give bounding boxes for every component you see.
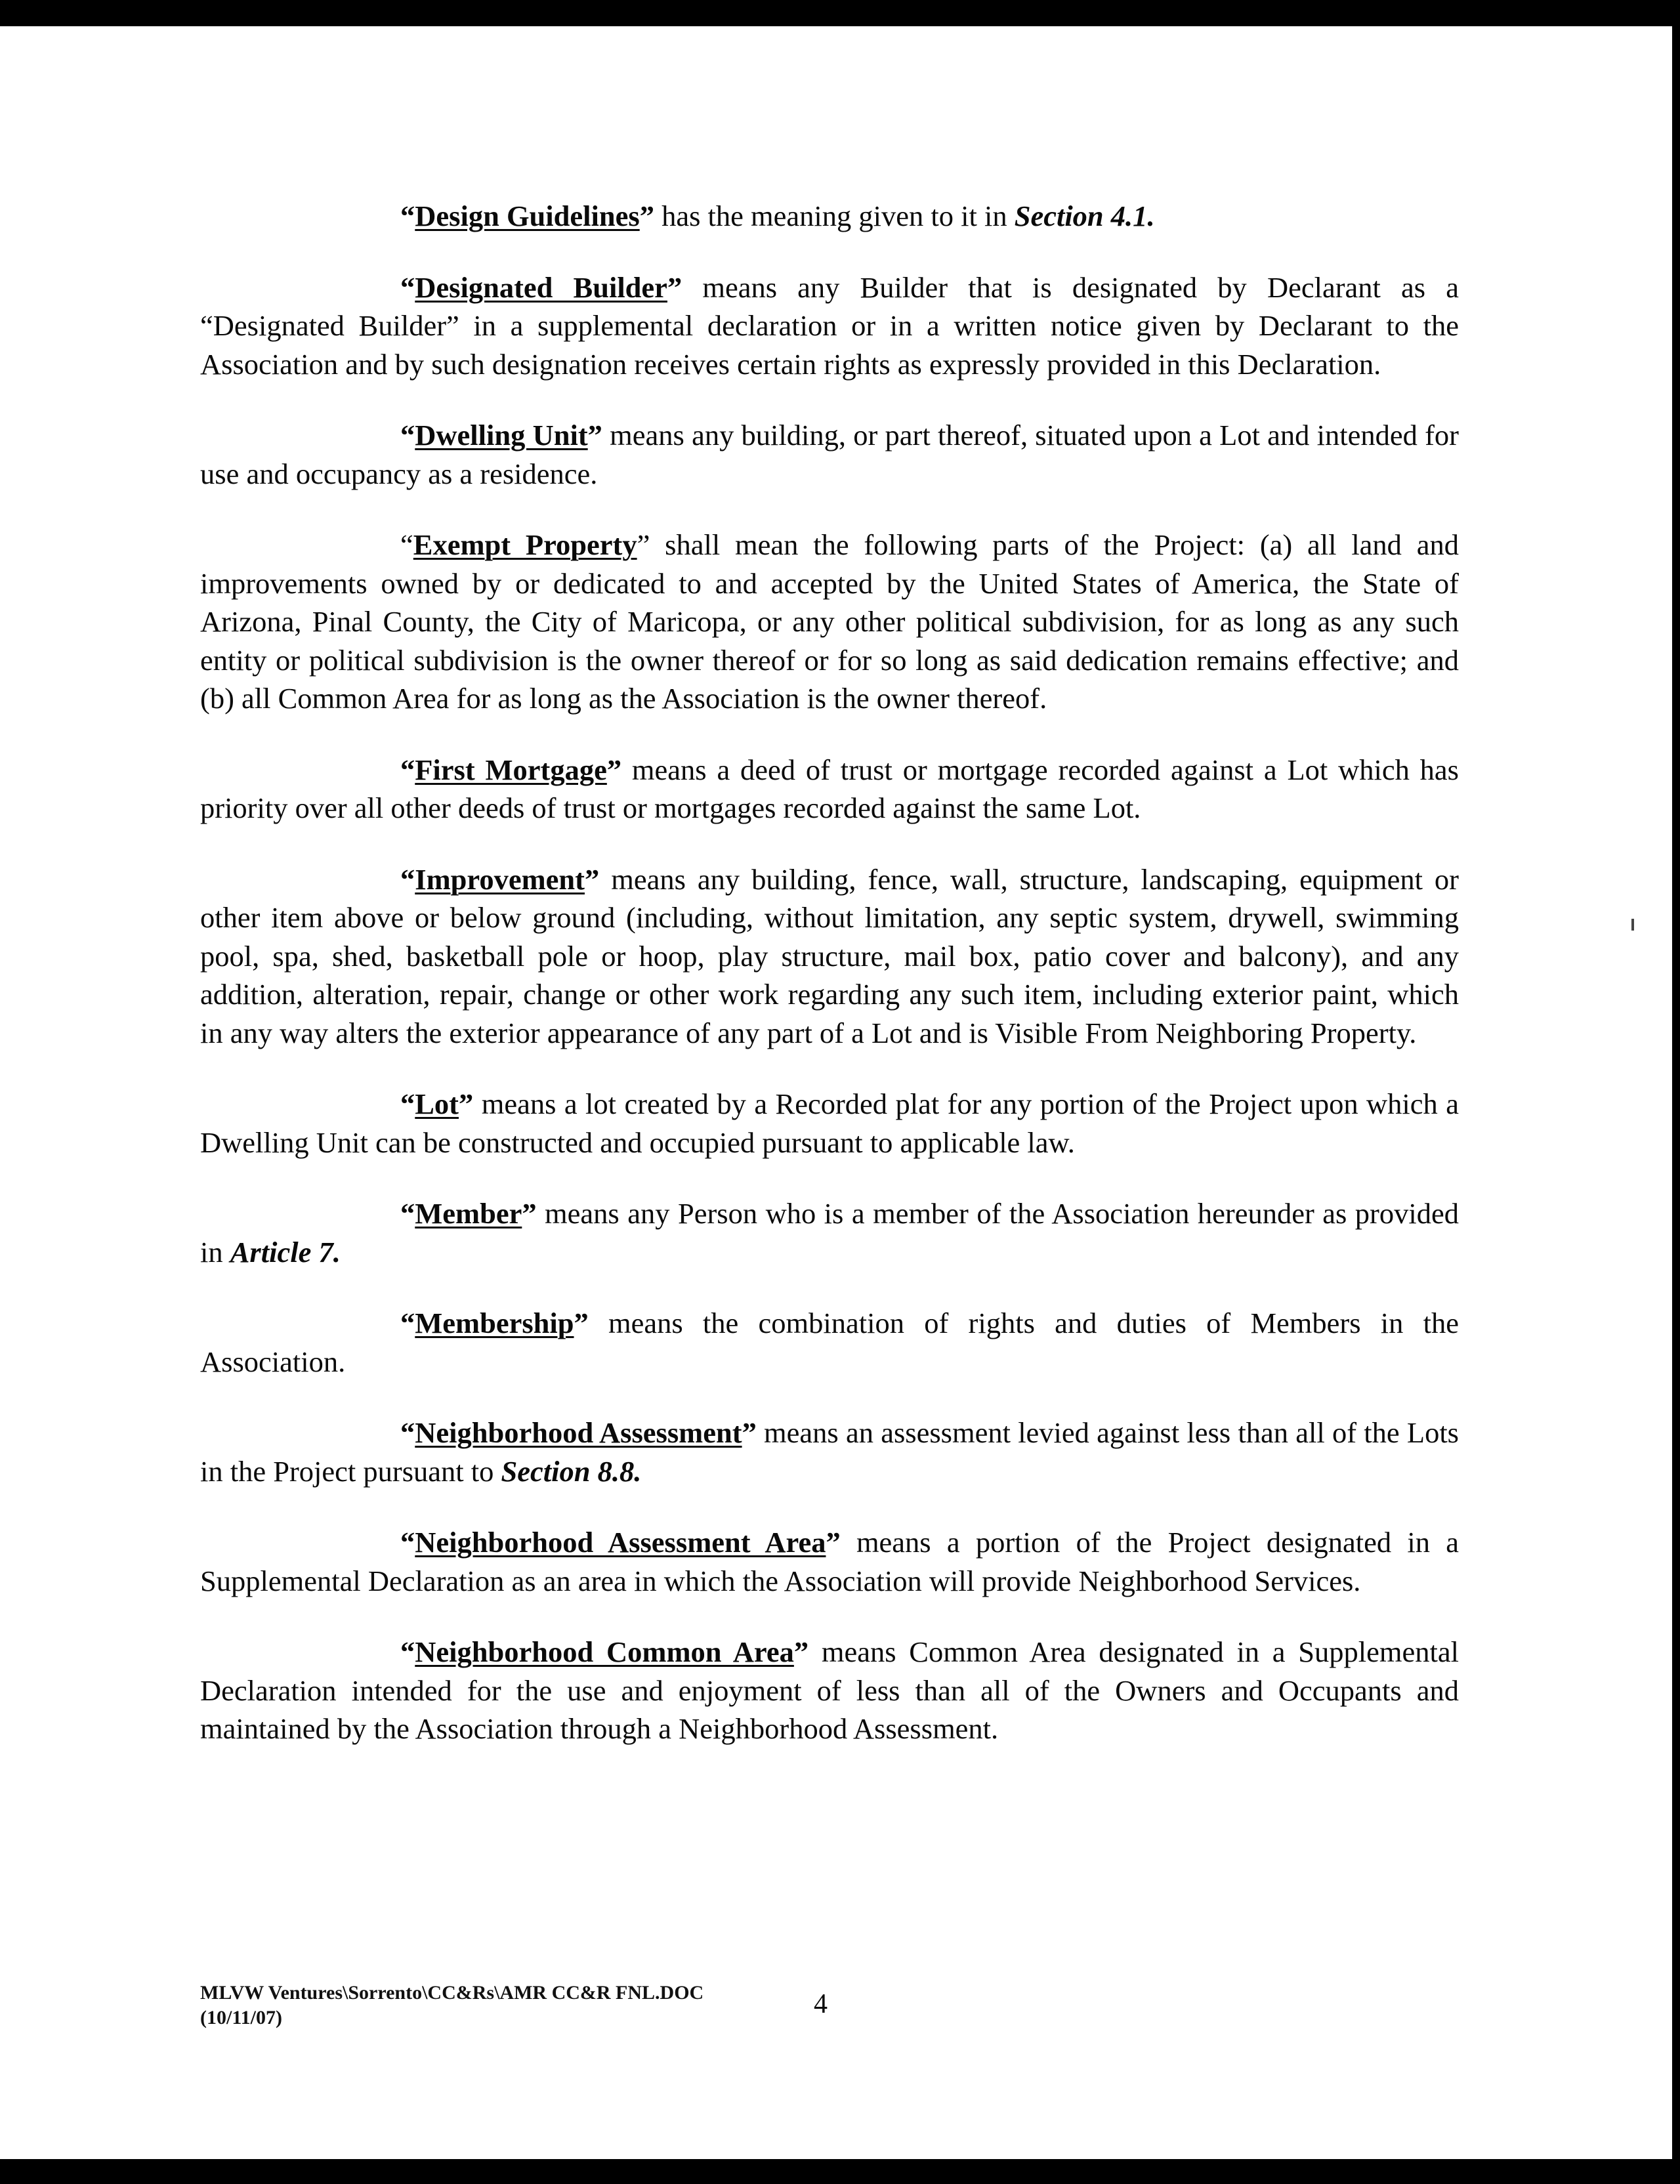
definition-improvement: “Improvement” means any building, fence, wall, structure, landscaping, equipment or other item above or below ground (including, without limitation, any septic system, drywell, swimming pool, spa, shed, basketball pole or hoop, play structure, mail box, patio cover and balcony), and any addition, alteration, repair, change or other work regarding any such item, including exterior paint, which in any way alters the exterior appearance of any part of a Lot and is Visible From Neighboring Property. (200, 862, 1459, 1049)
defined-term: “Neighborhood Assessment” (400, 1416, 757, 1449)
defined-term: “Dwelling Unit” (400, 419, 602, 452)
definition-design-guidelines: “Design Guidelines” has the meaning given to it in Section 4.1. (400, 200, 1155, 232)
defined-term: Exempt Property (413, 528, 637, 561)
document-body (200, 197, 1459, 1781)
section-reference: Section 4.1 (1014, 200, 1148, 232)
definition-exempt-property: “Exempt Property” shall mean the following parts of the Project: (a) all land and improvements owned by or dedicated to and accepted by the United States of America, the State of Arizona, Pinal County, the City of Maricopa, or any other political subdivision, for as long as any such entity or political subdivision is the owner thereof or for so long as said dedication remains effective; and (b) all Common Area for as long as the Association is the owner thereof. (200, 528, 1459, 715)
defined-term: “Lot” (400, 1087, 474, 1120)
definition-dwelling-unit: “Dwelling Unit” means any building, or part thereof, situated upon a Lot and intended for use and occupancy as a residence. (200, 419, 1460, 490)
definition-designated-builder: “Designated Builder” means any Builder that is designated by Declarant as a “Designated Builder” in a supplemental declaration or in a written notice given by Declarant to the Association and by such designation receives certain rights as expressly provided in this Declaration. (200, 270, 1459, 381)
defined-term: “Membership” (400, 1307, 589, 1339)
defined-term: “Neighborhood Assessment Area” (400, 1526, 841, 1559)
scan-border-bottom (0, 2159, 1680, 2184)
scan-speck (1631, 919, 1634, 931)
definition-neighborhood-common-area: “Neighborhood Common Area” means Common Area designated in a Supplemental Declaration intended for the use and enjoyment of less than all of the Owners and Occupants and maintained by the Association through a Neighborhood Assessment. (200, 1635, 1459, 1745)
defined-term: “Improvement” (400, 862, 600, 896)
defined-term: “Neighborhood Common Area” (400, 1635, 809, 1668)
definition-member: “Member” means any Person who is a member of the Association hereunder as provided in Article 7. (200, 1197, 1459, 1269)
section-reference: Section 8.8 (501, 1454, 635, 1488)
article-reference: Article 7 (230, 1235, 333, 1269)
footer-file-info (200, 1981, 704, 2030)
definition-neighborhood-assessment-area: “Neighborhood Assessment Area” means a portion of the Project designated in a Supplemental Declaration as an area in which the Association will provide Neighborhood Services. (200, 1526, 1460, 1597)
scan-border-top (0, 0, 1680, 26)
defined-term: “First Mortgage” (400, 753, 622, 786)
definition-first-mortgage: “First Mortgage” means a deed of trust or mortgage recorded against a Lot which has priority over all other deeds of trust or mortgages recorded against the same Lot. (200, 753, 1459, 824)
definition-membership: “Membership” means the combination of rights and duties of Members in the Association. (200, 1307, 1459, 1378)
footer-file-path: MLVW Ventures\Sorrento\CC&Rs\AMR CC&R FNL.DOC (200, 1982, 704, 2004)
defined-term: “Design Guidelines” (400, 200, 654, 232)
scan-border-right (1672, 0, 1680, 2184)
defined-term: “Member” (400, 1197, 537, 1230)
footer-date: (10/11/07) (200, 2007, 282, 2028)
definition-lot: “Lot” means a lot created by a Recorded plat for any portion of the Project upon which a Dwelling Unit can be constructed and occupied pursuant to applicable law. (200, 1087, 1459, 1159)
defined-term: “Designated Builder” (400, 270, 682, 304)
definition-neighborhood-assessment: “Neighborhood Assessment” means an assessment levied against less than all of the Lots in the Project pursuant to Section 8.8. (200, 1416, 1459, 1488)
page-number: 4 (814, 1989, 828, 2019)
